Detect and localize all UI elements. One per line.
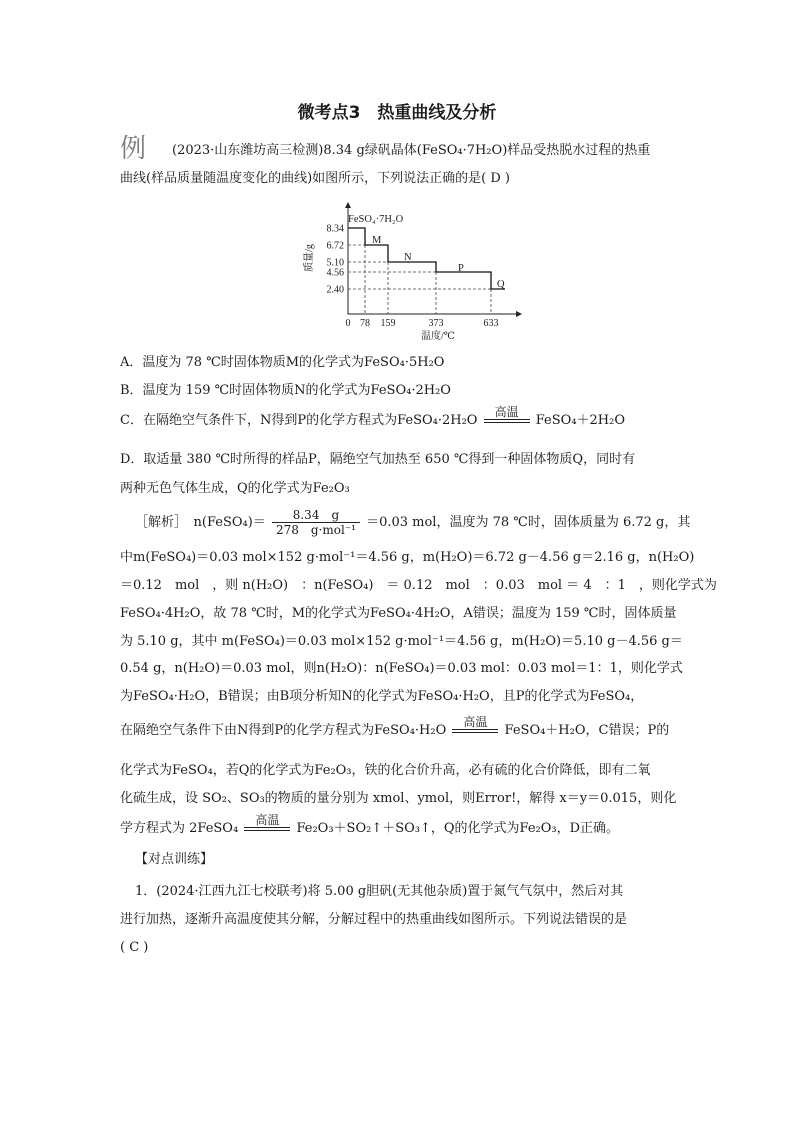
x-tick-label: 373 [428,318,444,329]
equal-sign [452,729,498,733]
analysis-line-11-text: 学方程式为 2FeSO₄ [120,821,239,836]
y-tick-label: 2.40 [326,284,344,296]
x-axis-title: 温度/℃ [421,331,455,340]
analysis-line-5: 为 5.10 g，其中 m(FeSO₄)＝0.03 mol×152 g·mol⁻¹＝4.56 g，m(H₂O)＝5.10 g－4.56 g＝ [120,634,683,649]
fraction-numerator: 8.34 g [272,508,360,523]
molar-fraction [272,508,360,537]
high-temp-condition [482,406,532,423]
equal-sign [484,419,530,423]
x-tick-label: 159 [380,318,396,329]
point-label: M [372,235,382,246]
analysis-line-11 [120,813,620,837]
y-axis-arrow [345,202,351,208]
example-label: 例 [120,134,147,164]
analysis-line-8-text: 在隔绝空气条件下由N得到P的化学方程式为FeSO₄·H₂O [120,723,447,738]
analysis-line-10: 化硫生成，设 SO₂、SO₃的物质的量分别为 xmol、ymol，则Error!，解得 x＝y＝0.015，则化 [120,791,677,806]
question-line-2: 曲线(样品质量随温度变化的曲线)如图所示，下列说法正确的是( D ) [120,171,510,186]
y-tick-label: 5.10 [326,257,344,269]
training-question-line-2: 进行加热，逐渐升高温度使其分解，分解过程中的热重曲线如图所示。下列说法错误的是 [120,912,628,927]
analysis-line-6: 0.54 g，n(H₂O)＝0.03 mol，则n(H₂O)：n(FeSO₄)＝0.03 mol：0.03 mol＝1：1，则化学式 [120,661,683,676]
high-temp-condition [242,814,292,831]
x-tick-label: 633 [483,318,499,329]
condition-label: 高温 [494,405,519,419]
training-question-line-3: ( C ) [120,940,149,955]
point-label: N [404,252,412,263]
y-axis-title: 质量/g [304,244,315,272]
question-line-1: (2023·山东潍坊高三检测)8.34 g绿矾晶体(FeSO₄·7H₂O)样品受热脱水过程的热重 [172,143,651,158]
y-tick-label: 6.72 [326,240,344,252]
training-heading: 【对点训练】 [135,852,214,867]
equal-sign [244,827,290,831]
option-c-text: C．在隔绝空气条件下，N得到P的化学方程式为FeSO₄·2H₂O [120,413,478,428]
analysis-line-4: FeSO₄·4H₂O，故 78 ℃时，M的化学式为FeSO₄·4H₂O，A错误；温度为 159 ℃时，固体质量 [120,606,677,621]
y-tick-label: 4.56 [326,267,344,279]
condition-label: 高温 [463,715,488,729]
page-title: 微考点3 热重曲线及分析 [297,103,497,123]
high-temp-condition [450,716,500,733]
analysis-prefix: ［解析］ n(FeSO₄)＝ [135,515,266,530]
point-label: P [458,263,464,274]
thermogravimetric-chart [298,200,528,340]
option-d-line-2: 两种无色气体生成，Q的化学式为Fe₂O₃ [120,481,350,496]
option-a: A．温度为 78 ℃时固体物质M的化学式为FeSO₄·5H₂O [120,355,445,370]
y-tick-label: 8.34 [326,223,344,235]
fraction-denominator: 278 g·mol⁻¹ [275,523,356,537]
analysis-line-8-rest: FeSO₄＋H₂O，C错误；P的 [504,723,670,738]
condition-label: 高温 [255,813,280,827]
option-c-products: FeSO₄＋2H₂O [535,413,626,428]
point-label: Q [497,279,505,290]
analysis-line-1 [135,508,690,538]
analysis-line-7: 为FeSO₄·H₂O，B错误；由B项分析知N的化学式为FeSO₄·H₂O，且P的化学式为FeSO₄， [120,689,644,704]
point-label: FeSO₄·7H₂O [348,214,404,225]
analysis-line-9: 化学式为FeSO₄，若Q的化学式为Fe₂O₃，铁的化合价升高，必有硫的化合价降低，即有二氧 [120,763,651,778]
analysis-line-3: ＝0.12 mol ，则 n(H₂O) ：n(FeSO₄) ＝ 0.12 mol ：0.03 mol ＝ 4 ：1 ，则化学式为 [120,578,717,593]
analysis-line-11-rest: Fe₂O₃＋SO₂↑＋SO₃↑，Q的化学式为Fe₂O₃，D正确。 [296,821,620,836]
x-tick-label: 78 [360,318,370,329]
option-d-line-1: D．取适量 380 ℃时所得的样品P，隔绝空气加热至 650 ℃得到一种固体物质Q，同时有 [120,452,636,467]
analysis-line-2: 中m(FeSO₄)＝0.03 mol×152 g·mol⁻¹＝4.56 g，m(H₂O)＝6.72 g－4.56 g＝2.16 g，n(H₂O) [120,550,695,565]
training-question-line-1: 1．(2024·江西九江七校联考)将 5.00 g胆矾(无其他杂质)置于氮气气氛中，然后对其 [135,884,624,899]
option-c [120,405,626,429]
x-axis-arrow [516,311,522,317]
analysis-line-8 [120,715,670,739]
analysis-line-1-rest: ＝0.03 mol，温度为 78 ℃时，固体质量为 6.72 g，其 [366,515,691,530]
x-tick-label: 0 [345,318,351,329]
option-b: B．温度为 159 ℃时固体物质N的化学式为FeSO₄·2H₂O [120,383,451,398]
